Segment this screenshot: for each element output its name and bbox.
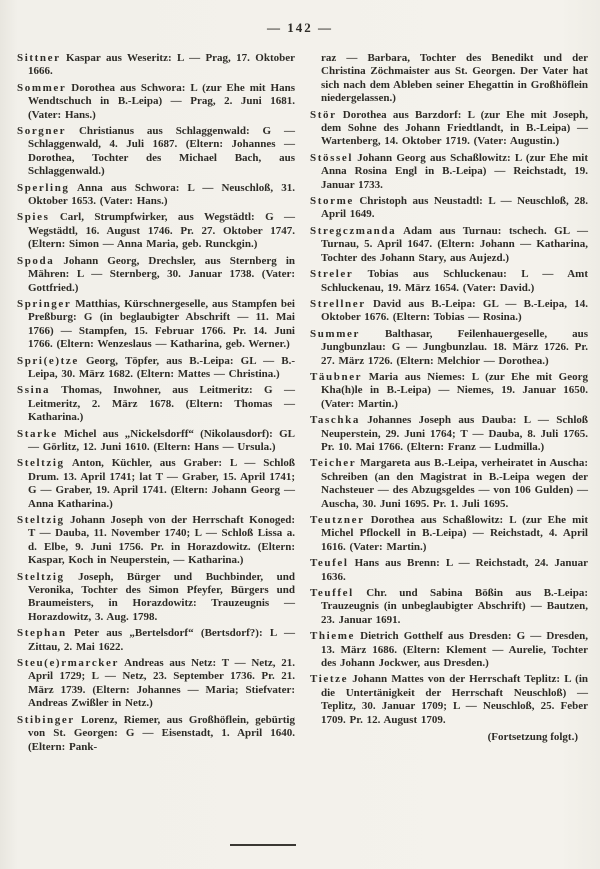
register-entry: Teuffel Chr. und Sabina Bößin aus B.-Leipa: Trauzeugnis (in unbeglaubigter Abschrift) — Bautzen, 23. Januar 1691. — [310, 587, 588, 626]
entry-surname: Spri(e)tze — [17, 354, 79, 367]
entry-surname: Steu(e)rmarcker — [17, 657, 119, 670]
register-entry: Stephan Peter aus „Bertelsdorf“ (Bertsdorf?): L — Zittau, 2. Mai 1622. — [17, 627, 295, 653]
entry-surname: Stibinger — [17, 713, 75, 726]
register-entry: Stibinger Lorenz, Riemer, aus Großhöflein, gebürtig von St. Georgen: G — Eisenstadt, 1. April 1640. (Eltern: Pank- — [17, 713, 295, 753]
register-entry: Stregczmanda Adam aus Turnau: tschech. GL — Turnau, 5. April 1647. (Eltern: Johann — Katharina, Tochter des Johann Stary, aus Aujezd.) — [310, 224, 588, 264]
entry-surname: Steltzig — [17, 514, 65, 526]
register-entry: Springer Matthias, Kürschnergeselle, aus Stampfen bei Preßburg: G (in beglaubigter Abschrift — 11. Mai 1766) — Stampfen, 15. Februar 1766. Pr. 14. Juni 1766. (Eltern: Wenzeslaus — Katharina, geb. Werner.) — [17, 297, 295, 351]
register-entry: Strellner David aus B.-Leipa: GL — B.-Leipa, 14. Oktober 1676. (Eltern: Tobias — Rosina.) — [310, 297, 588, 324]
register-entry: Teicher Margareta aus B.-Leipa, verheiratet in Auscha: Schreiben (an den Magistrat in B.-Leipa wegen der Nachsteuer — des Abzugsgeldes — von 106 Gulden) — Auscha, 30. Juni 1695. Pr. 1. Juli 1695. — [310, 457, 588, 510]
entry-surname: Teuffel — [310, 587, 354, 600]
register-entry: Spri(e)tze Georg, Töpfer, aus B.-Leipa: GL — B.-Leipa, 30. März 1682. (Eltern: Mattes — Christina.) — [17, 354, 295, 380]
register-entry: Teutzner Dorothea aus Schaßlowitz: L (zur Ehe mit Michel Pflockell in B.-Leipa) — Reichstadt, 4. April 1616. (Vater: Martin.) — [310, 514, 588, 553]
entry-surname: Stör — [310, 108, 337, 121]
register-entry: Sperling Anna aus Schwora: L — Neuschloß, 31. Oktober 1653. (Vater: Hans.) — [17, 181, 295, 208]
register-entry: Tietze Johann Mattes von der Herrschaft Teplitz: L (in die Untertänigkeit der Herrschaft Neuschloß) — Teplitz, 30. Januar 1709; L — Neuschloß, 25. Feber 1709. Pr. 12. August 1709. — [310, 673, 588, 726]
text-columns — [0, 52, 600, 757]
continuation-note: (Fortsetzung folgt.) — [487, 731, 578, 744]
register-entry: Steltzig Anton, Küchler, aus Graber: L — Schloß Drum. 13. April 1741; lat T — Graber, 15. April 1741; G — Graber, 19. April 1741. (Eltern: Johann Georg — Anna Katharina.) — [17, 457, 295, 510]
register-entry: Ssina Thomas, Inwohner, aus Leitmeritz: G — Leitmeritz, 2. März 1678. (Eltern: Thomas — Katharina.) — [17, 384, 295, 424]
register-entry: Streler Tobias aus Schluckenau: L — Amt Schluckenau, 19. März 1654. (Vater: David.) — [310, 268, 588, 294]
bottom-divider-rule — [230, 844, 296, 846]
register-entry: Steltzig Johann Joseph von der Herrschaft Konoged: T — Dauba, 11. November 1740; L — Schloß Lissa a. d. Elbe, 9. Juni 1756. Pr. in Horazdowitz. (Eltern: Kaspar, Koch in Neuperstein, — Katharina.) — [17, 514, 295, 567]
register-entry: Taschka Johannes Joseph aus Dauba: L — Schloß Neuperstein, 29. Juni 1764; T — Dauba, 8. Juli 1765. Pr. 10. Mai 1766. (Eltern: Franz — Ludmilla.) — [310, 414, 588, 453]
register-entry: Thieme Dietrich Gotthelf aus Dresden: G — Dresden, 13. März 1686. (Eltern: Klement — Aurelie, Tochter des Johann Jockwer, aus Dresden.) — [310, 630, 588, 670]
entry-surname: Storme — [310, 195, 354, 208]
entry-surname: Strellner — [310, 297, 366, 310]
entry-surname: Spoda — [17, 254, 55, 267]
entry-surname: Täubner — [310, 370, 363, 383]
entry-surname: Stregczmanda — [310, 224, 397, 237]
entry-surname: Ssina — [17, 384, 51, 397]
register-entry-continuation: raz — Barbara, Tochter des Benedikt und der Christina Zöchmaister aus St. Georgen. Der Vater hat sich nach dem Ableben seiner Ehegattin in Großhöflein niedergelassen.) — [321, 52, 588, 105]
entry-surname: Sittner — [17, 52, 61, 64]
register-entry: Täubner Maria aus Niemes: L (zur Ehe mit Georg Kha(h)le in B.-Leipa) — Niemes, 19. Januar 1650. (Vater: Martin.) — [310, 370, 588, 410]
entry-surname: Spies — [17, 211, 50, 224]
register-entry: Storme Christoph aus Neustadtl: L — Neuschloß, 28. April 1649. — [310, 195, 588, 221]
entry-surname: Springer — [17, 297, 72, 310]
entry-surname: Summer — [310, 327, 360, 340]
register-entry: Sittner Kaspar aus Weseritz: L — Prag, 17. Oktober 1666. — [17, 52, 295, 78]
register-entry: Stör Dorothea aus Barzdorf: L (zur Ehe mit Joseph, dem Sohne des Johann Friedtlandt, in B.-Leipa) — Wartenberg, 14. Oktober 1719. (Vater: Augustin.) — [310, 108, 588, 148]
entry-surname: Taschka — [310, 414, 360, 427]
entry-surname: Teutzner — [310, 514, 365, 526]
entry-surname: Sorgner — [17, 125, 67, 138]
register-entry: Sorgner Christianus aus Schlaggenwald: G — Schlaggenwald, 4. Juli 1687. (Eltern: Johannes — Dorothea, Tochter des Michael Bach, aus Schlaggenwald.) — [17, 125, 295, 178]
register-entry: Steu(e)rmarcker Andreas aus Netz: T — Netz, 21. April 1729; L — Netz, 23. September 1736. Pr. 21. März 1739. (Eltern: Johannes — Maria; Stiefvater: Andreas Zwißler in Netz.) — [17, 657, 295, 710]
register-entry: Stössel Johann Georg aus Schaßlowitz: L (zur Ehe mit Anna Rosina Engl in B.-Leipa) — Reichstadt, 19. Januar 1733. — [310, 151, 588, 191]
register-entry: Spies Carl, Strumpfwirker, aus Wegstädtl: G — Wegstädtl, 16. August 1746. Pr. 27. Oktober 1747. (Eltern: Simon — Anna Maria, geb. Runckgin.) — [17, 211, 295, 251]
entry-surname: Teufel — [310, 557, 349, 570]
entry-surname: Sommer — [17, 81, 67, 94]
entry-surname: Stössel — [310, 151, 353, 164]
register-entry: Sommer Dorothea aus Schwora: L (zur Ehe mit Hans Wendtschuch in B.-Leipa) — Prag, 2. Juni 1681. (Vater: Hans.) — [17, 81, 295, 121]
entry-surname: Tietze — [310, 673, 349, 686]
register-entry: Summer Balthasar, Feilenhauergeselle, aus Jungbunzlau: G — Jungbunzlau. 18. März 1726. Pr. 27. März 1726. (Eltern: Melchior — Dorothea.) — [310, 327, 588, 367]
entry-surname: Streler — [310, 268, 354, 281]
entry-surname: Steltzig — [17, 457, 65, 470]
entry-surname: Teicher — [310, 457, 357, 470]
page-number: — 142 — — [267, 20, 333, 35]
right-column — [310, 52, 588, 757]
entry-surname: Starke — [17, 427, 58, 440]
entry-surname: Sperling — [17, 181, 70, 194]
register-entry: Spoda Johann Georg, Drechsler, aus Sternberg in Mähren: L — Sternberg, 30. Januar 1738. (Vater: Gottfried.) — [17, 254, 295, 294]
register-entry: Teufel Hans aus Brenn: L — Reichstadt, 24. Januar 1636. — [310, 557, 588, 583]
register-entry: Starke Michel aus „Nickelsdorff“ (Nikolausdorf): GL — Görlitz, 12. Juni 1610. (Eltern: Hans — Ursula.) — [17, 427, 295, 453]
entry-surname: Stephan — [17, 627, 67, 640]
entry-surname: Thieme — [310, 630, 356, 643]
register-entry: Steltzig Joseph, Bürger und Buchbinder, und Veronika, Tochter des Simon Pfeyfer, Bürgers und Braumeisters, in Horazdowitz: Trauzeugnis — Horazdowitz, 3. Aug. 1798. — [17, 570, 295, 623]
entry-surname: Steltzig — [17, 570, 65, 583]
left-column — [17, 52, 295, 757]
